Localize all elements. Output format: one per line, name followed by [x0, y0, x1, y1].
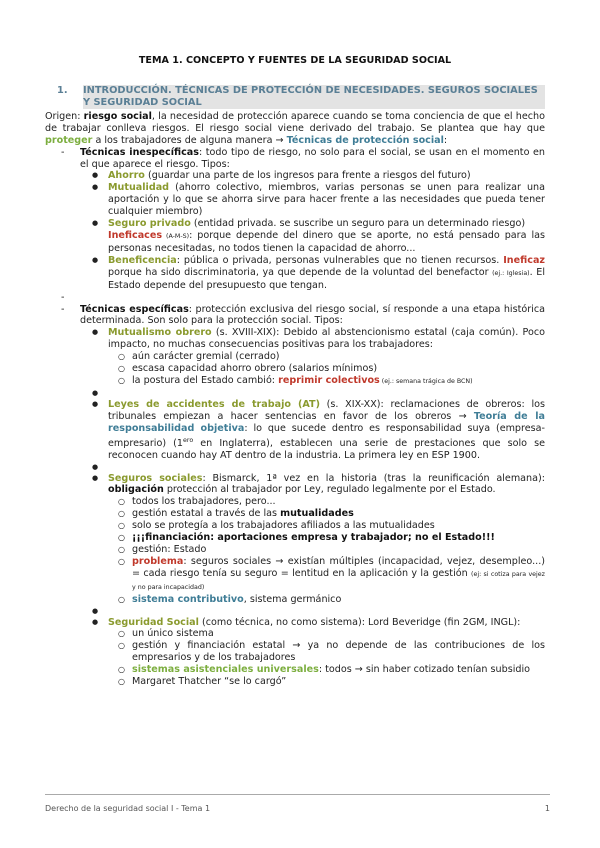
- mutualidades: mutualidades: [280, 508, 354, 520]
- ineficaces-note: (A-M-S): [162, 232, 190, 240]
- list-item: [80, 218, 545, 255]
- tecnicas-list: [45, 147, 545, 688]
- list-item: [80, 617, 545, 688]
- list-item: [80, 399, 545, 462]
- section-number: 1.: [57, 84, 68, 96]
- list-item: [108, 508, 545, 520]
- section-heading: [45, 85, 545, 109]
- spacer: [45, 292, 545, 304]
- origin-paragraph: [45, 111, 545, 147]
- beneficencia-text: : pública o privada, personas vulnerables que no tienen recursos.: [176, 254, 504, 266]
- inespecificas-types: [80, 170, 545, 291]
- list-item: [108, 664, 545, 676]
- sub-text: ○ gestión y financiación estatal → ya no depende de las contribuciones de los empresarios y de los trabajadores: [132, 640, 545, 664]
- list-item-especificas: [45, 304, 545, 688]
- seguro-privado-text: (entidad privada. se suscribe un seguro para un determinado riesgo): [190, 218, 526, 230]
- list-item: [80, 255, 545, 292]
- list-item: [108, 375, 545, 388]
- list-item: [80, 170, 545, 182]
- reprimir-colectivos: reprimir colectivos: [278, 374, 380, 386]
- inespecificas-label: Técnicas inespecíficas: [80, 146, 199, 158]
- spacer: [80, 462, 545, 473]
- list-item: ○ solo se protegía a los trabajadores afiliados a las mutualidades: [108, 520, 545, 532]
- beneficencia-note: (ej.: Iglesia): [492, 269, 530, 277]
- list-item: ○ ¡¡¡financiación: aportaciones empresa y trabajador; no el Estado!!!: [108, 532, 545, 544]
- spacer: [80, 606, 545, 617]
- mutualismo-note: (ej.: semana trágica de BCN): [379, 377, 473, 385]
- mutualismo-label: Mutualismo obrero: [108, 327, 212, 339]
- inespecificas-text: : todo tipo de riesgo, no solo para el social, se usan en el momento en el que aparece el riesgo. Tipos:: [80, 146, 545, 170]
- problema-note: (ej: si cotiza para vejez y no para incapacidad): [132, 570, 545, 591]
- sistema-contributivo: sistema contributivo: [132, 593, 244, 605]
- beneficencia-text: porque ha sido discriminatoria, ya que depende de la voluntad del benefactor: [108, 266, 493, 278]
- origin-proteger: proteger: [45, 134, 93, 146]
- sistemas-asistenciales: sistemas asistenciales universales: [132, 664, 319, 676]
- list-item: [80, 182, 545, 218]
- spacer: [80, 388, 545, 399]
- list-item: [108, 640, 545, 664]
- list-item: [108, 556, 545, 594]
- footer-title: Derecho de la seguridad social I - Tema 1: [45, 804, 211, 813]
- obligacion: obligación: [108, 484, 164, 496]
- seguros-sociales-text: protección al trabajador por Ley, regulado legalmente por el Estado.: [163, 484, 496, 496]
- list-item: [108, 594, 545, 606]
- page-number: 1: [544, 804, 550, 813]
- beneficencia-label: Beneficencia: [108, 254, 177, 266]
- sub-text: , sistema germánico: [243, 593, 342, 605]
- sub-text: : todos → sin haber cotizado tenían subsidio: [318, 664, 530, 676]
- origin-text: Origen:: [45, 110, 84, 122]
- list-item: ○ escasa capacidad ahorro obrero (salarios mínimos): [108, 363, 545, 375]
- list-item: ○ gestión: Estado: [108, 544, 545, 556]
- seguridad-social-label: Seguridad Social: [108, 616, 199, 628]
- especificas-text: : protección exclusiva del riesgo social, sí responde a una etapa histórica determinada. Son solo para la protección social. Tipos:: [80, 303, 545, 327]
- origin-text: a los trabajadores de alguna manera →: [92, 134, 287, 146]
- list-item: ○ Margaret Thatcher “se lo cargó”: [108, 676, 545, 688]
- seguros-sociales-text: : Bismarck, 1ª vez en la historia (tras la reunificación alemana):: [202, 472, 545, 484]
- leyes-at-label: Leyes de accidentes de trabajo (AT): [108, 398, 320, 410]
- origin-text: :: [443, 134, 448, 146]
- problema-text: : seguros sociales → existían múltiples (incapacidad, vejez, desempleo...) = cada riesgo tenía su seguro = lentitud en la aplicación y la gestión: [132, 555, 545, 579]
- beneficencia-text: . El Estado depende del presupuesto que tengan.: [108, 266, 546, 291]
- ineficaz-label: Ineficaz: [503, 254, 545, 266]
- section-title: INTRODUCCIÓN. TÉCNICAS DE PROTECCIÓN DE NECESIDADES. SEGUROS SOCIALES Y SEGURIDAD SOCIAL: [83, 85, 545, 109]
- ineficaces-text: : porque depende del dinero que se aporte, no está pensado para las personas necesitadas, no todos tienen la capacidad de ahorro...: [108, 229, 545, 254]
- ordinal-sup: ero: [183, 436, 194, 444]
- leyes-at-text: (s. XIX-XX): reclamaciones de obreros: los tribunales empiezan a hacer sentencias en favor de los obreros →: [108, 398, 546, 422]
- mutualidad-text: (ahorro colectivo, miembros, varias personas se unen para realizar una aportación y lo que se ahorra sirve para hacer frente a las necesidades que pueda tener cualquier miembro): [108, 182, 545, 218]
- list-item: [80, 327, 545, 388]
- seguridad-social-text: (como técnica, no como sistema): Lord Beveridge (fin 2GM, INGL):: [198, 616, 521, 628]
- seguros-sociales-label: Seguros sociales: [108, 472, 203, 484]
- mutualismo-text: (s. XVIII-XIX): Debido al abstencionismo estatal (caja común). Poco impacto, no muchas consecuencias positivas para los trabajadores:: [108, 327, 545, 351]
- page-footer: [45, 794, 550, 815]
- ineficaces-label: Ineficaces: [108, 229, 163, 241]
- ahorro-text: (guardar una parte de los ingresos para frente a riesgos del futuro): [144, 170, 471, 182]
- document-title: TEMA 1. CONCEPTO Y FUENTES DE LA SEGURIDAD SOCIAL: [138, 55, 452, 66]
- mutualidad-label: Mutualidad: [108, 182, 170, 194]
- mutualismo-sublist: [108, 351, 545, 388]
- seguros-sociales-sublist: [108, 496, 545, 605]
- seguro-privado-label: Seguro privado: [108, 218, 191, 230]
- origin-text: , la necesidad de protección aparece cuando se toma conciencia de que el hecho de trabajar conlleva riesgos. El riesgo social viene derivado del trabajo. Se plantea que hay que: [45, 110, 546, 134]
- sub-text: gestión estatal a través de las: [132, 508, 281, 520]
- document-page: [45, 55, 545, 688]
- mutualismo-sub-text: la postura del Estado cambió:: [132, 374, 279, 386]
- list-item: ○ todos los trabajadores, pero...: [108, 496, 545, 508]
- especificas-types: [80, 327, 545, 688]
- list-item-inespecificas: [45, 147, 545, 292]
- problema-label: problema: [132, 555, 184, 567]
- list-item: ○ aún carácter gremial (cerrado): [108, 351, 545, 363]
- origin-tecnicas: Técnicas de protección social: [286, 134, 444, 146]
- origin-riesgo-social: riesgo social: [83, 110, 152, 122]
- teoria-responsabilidad: Teoría de la responsabilidad objetiva: [108, 410, 545, 434]
- ahorro-label: Ahorro: [108, 170, 145, 182]
- list-item: ○ un único sistema: [108, 628, 545, 640]
- leyes-at-text: en Inglaterra), establecen una serie de prestaciones que solo se reconocen cuando hay AT dentro de la industria. La primera ley en ESP 1900.: [108, 437, 545, 461]
- especificas-label: Técnicas específicas: [80, 303, 189, 315]
- leyes-at-text: : lo que sucede dentro es responsabilidad suya (empresa-empresario) (1: [108, 422, 546, 449]
- list-item: [80, 473, 545, 606]
- seguridad-social-sublist: [108, 628, 545, 688]
